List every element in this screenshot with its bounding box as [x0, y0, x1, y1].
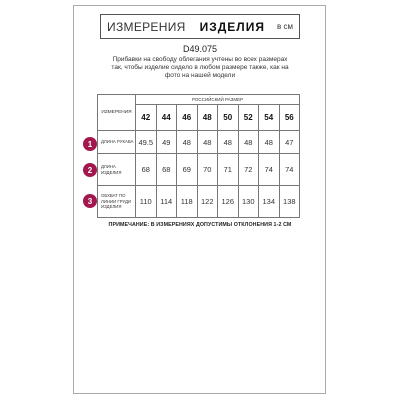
table-cell: 69: [177, 154, 198, 186]
fit-note: Прибавки на свободу облегания учтены во всех размерах так, чтобы изделие сидело в любом размере также, как на фото на нашей модели: [111, 56, 289, 79]
table-cell: 110: [136, 186, 157, 218]
size-header: 46: [177, 105, 198, 131]
row-label: ДЛИНА ИЗДЕЛИЯ: [98, 154, 136, 186]
table-cell: 74: [279, 154, 300, 186]
title-left: ИЗМЕРЕНИЯ: [107, 19, 186, 34]
table-cell: 118: [177, 186, 198, 218]
table-cell: 122: [197, 186, 218, 218]
row-label: ДЛИНА РУКАВА: [98, 131, 136, 154]
table-cell: 48: [259, 131, 280, 154]
size-system-header: РОССИЙСКИЙ РАЗМЕР: [136, 95, 300, 105]
table-cell: 134: [259, 186, 280, 218]
row-number-badge: 3: [83, 194, 97, 208]
table-cell: 48: [197, 131, 218, 154]
title-unit: в см: [276, 22, 293, 31]
size-header: 56: [279, 105, 300, 131]
size-header: 50: [218, 105, 239, 131]
tolerance-note: ПРИМЕЧАНИЕ: В ИЗМЕРЕНИЯХ ДОПУСТИМЫ ОТКЛОНЕНИЯ 1-2 СМ: [108, 222, 292, 228]
table-cell: 74: [259, 154, 280, 186]
measurements-header: ИЗМЕРЕНИЯ: [98, 95, 136, 131]
table-cell: 126: [218, 186, 239, 218]
table-row: [98, 186, 300, 218]
size-header: 44: [156, 105, 177, 131]
table-header-row-system: [98, 95, 300, 105]
table-row: [98, 154, 300, 186]
size-header: 52: [238, 105, 259, 131]
table-cell: 47: [279, 131, 300, 154]
table-cell: 138: [279, 186, 300, 218]
row-number-badge: 2: [83, 163, 97, 177]
title-bar: [100, 14, 300, 39]
table-cell: 48: [218, 131, 239, 154]
table-cell: 49.5: [136, 131, 157, 154]
size-header: 54: [259, 105, 280, 131]
title-bold: ИЗДЕЛИЯ: [199, 19, 265, 34]
size-header: 48: [197, 105, 218, 131]
table-cell: 70: [197, 154, 218, 186]
table-cell: 49: [156, 131, 177, 154]
size-table: [97, 94, 300, 218]
row-number-badge: 1: [83, 137, 97, 151]
table-cell: 48: [238, 131, 259, 154]
table-row: [98, 131, 300, 154]
article-number: D49.075: [182, 44, 218, 54]
table-cell: 68: [136, 154, 157, 186]
table-cell: 114: [156, 186, 177, 218]
table-cell: 71: [218, 154, 239, 186]
table-cell: 48: [177, 131, 198, 154]
table-cell: 68: [156, 154, 177, 186]
row-label: ОБХВАТ ПО ЛИНИИ ГРУДИ ИЗДЕЛИЯ: [98, 186, 136, 218]
size-header: 42: [136, 105, 157, 131]
table-cell: 72: [238, 154, 259, 186]
table-cell: 130: [238, 186, 259, 218]
